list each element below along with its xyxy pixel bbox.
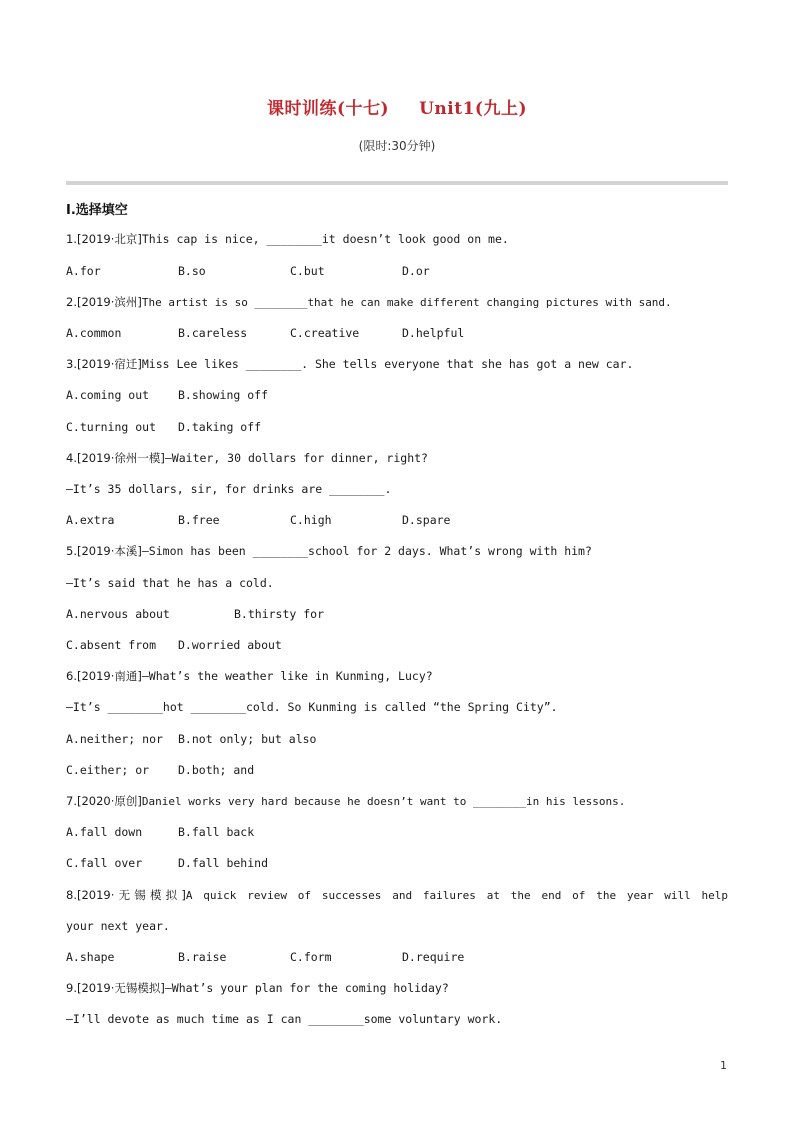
- question-5: [66, 543, 592, 559]
- title-unit: Unit1(九上): [419, 99, 527, 119]
- option-c: C.form: [290, 950, 332, 964]
- option-b: B.free: [178, 513, 220, 527]
- question-source: 6.[2019·南通]: [66, 669, 142, 683]
- option-d: D.spare: [402, 513, 451, 527]
- option-a: A.neither; nor: [66, 732, 163, 746]
- question-stem: Daniel works very hard because he doesn’t want to ________in his lessons.: [141, 795, 626, 808]
- question-6: [66, 668, 433, 684]
- question-9-reply: —I’ll devote as much time as I can ________some voluntary work.: [66, 1012, 503, 1026]
- option-c: C.but: [290, 264, 325, 278]
- page-title: [0, 94, 794, 119]
- question-4-reply: —It’s 35 dollars, sir, for drinks are ________.: [66, 482, 392, 496]
- question-source: 4.[2019·徐州一模]: [66, 451, 165, 465]
- option-a: A.nervous about: [66, 607, 170, 621]
- question-8: [66, 887, 728, 904]
- option-b: B.not only; but also: [178, 732, 317, 746]
- header-divider: [66, 181, 728, 185]
- option-d: D.worried about: [178, 638, 282, 652]
- title-lesson: 课时训练(十七): [266, 99, 390, 119]
- question-stem: —What’s your plan for the coming holiday?: [164, 981, 449, 995]
- question-2: [66, 294, 672, 311]
- option-a: A.for: [66, 264, 101, 278]
- option-b: B.careless: [178, 326, 248, 340]
- question-stem: A quick review of successes and failures at the end of the year will help: [185, 889, 728, 902]
- section-heading: Ⅰ.选择填空: [66, 203, 128, 218]
- option-d: D.both; and: [178, 763, 255, 777]
- option-d: D.helpful: [402, 326, 465, 340]
- option-c: C.fall over: [66, 856, 143, 870]
- question-source: 2.[2019·滨州]: [66, 295, 142, 309]
- option-b: B.thirsty for: [234, 607, 325, 621]
- option-a: A.shape: [66, 950, 115, 964]
- question-source: 1.[2019·北京]: [66, 232, 142, 246]
- question-5-reply: —It’s said that he has a cold.: [66, 576, 274, 590]
- option-c: C.turning out: [66, 420, 157, 434]
- time-limit: (限时:30分钟): [358, 139, 436, 153]
- question-9: [66, 980, 449, 996]
- question-4: [66, 450, 428, 466]
- option-b: B.raise: [178, 950, 227, 964]
- question-stem: —Waiter, 30 dollars for dinner, right?: [164, 451, 428, 465]
- page-number: 1: [720, 1059, 727, 1072]
- option-c: C.creative: [290, 326, 360, 340]
- question-1: [66, 231, 509, 247]
- question-stem: The artist is so ________that he can make different changing pictures with sand.: [141, 296, 672, 309]
- question-3: [66, 356, 633, 372]
- option-a: A.extra: [66, 513, 115, 527]
- question-source: 9.[2019·无锡模拟]: [66, 981, 165, 995]
- question-stem: —What’s the weather like in Kunming, Lucy?: [141, 669, 433, 683]
- option-c: C.absent from: [66, 638, 157, 652]
- question-stem: Miss Lee likes ________. She tells everyone that she has got a new car.: [141, 357, 634, 371]
- option-d: D.fall behind: [178, 856, 269, 870]
- option-b: B.fall back: [178, 825, 255, 839]
- option-b: B.showing off: [178, 388, 269, 402]
- question-stem: —Simon has been ________school for 2 days. What’s wrong with him?: [141, 544, 592, 558]
- question-7: [66, 793, 625, 810]
- option-d: D.or: [402, 264, 430, 278]
- option-b: B.so: [178, 264, 206, 278]
- option-d: D.require: [402, 950, 465, 964]
- question-source: 5.[2019·本溪]: [66, 544, 142, 558]
- option-d: D.taking off: [178, 420, 262, 434]
- question-source: 8.[2019·无锡模拟]: [66, 888, 186, 902]
- question-source: 3.[2019·宿迁]: [66, 357, 142, 371]
- question-stem: This cap is nice, ________it doesn’t look good on me.: [141, 232, 509, 246]
- option-a: A.fall down: [66, 825, 143, 839]
- question-6-reply: —It’s ________hot ________cold. So Kunming is called “the Spring City”.: [66, 700, 558, 714]
- option-c: C.high: [290, 513, 332, 527]
- question-8-continued: your next year.: [66, 919, 170, 933]
- question-source: 7.[2020·原创]: [66, 794, 142, 808]
- option-a: A.coming out: [66, 388, 150, 402]
- option-a: A.common: [66, 326, 122, 340]
- option-c: C.either; or: [66, 763, 150, 777]
